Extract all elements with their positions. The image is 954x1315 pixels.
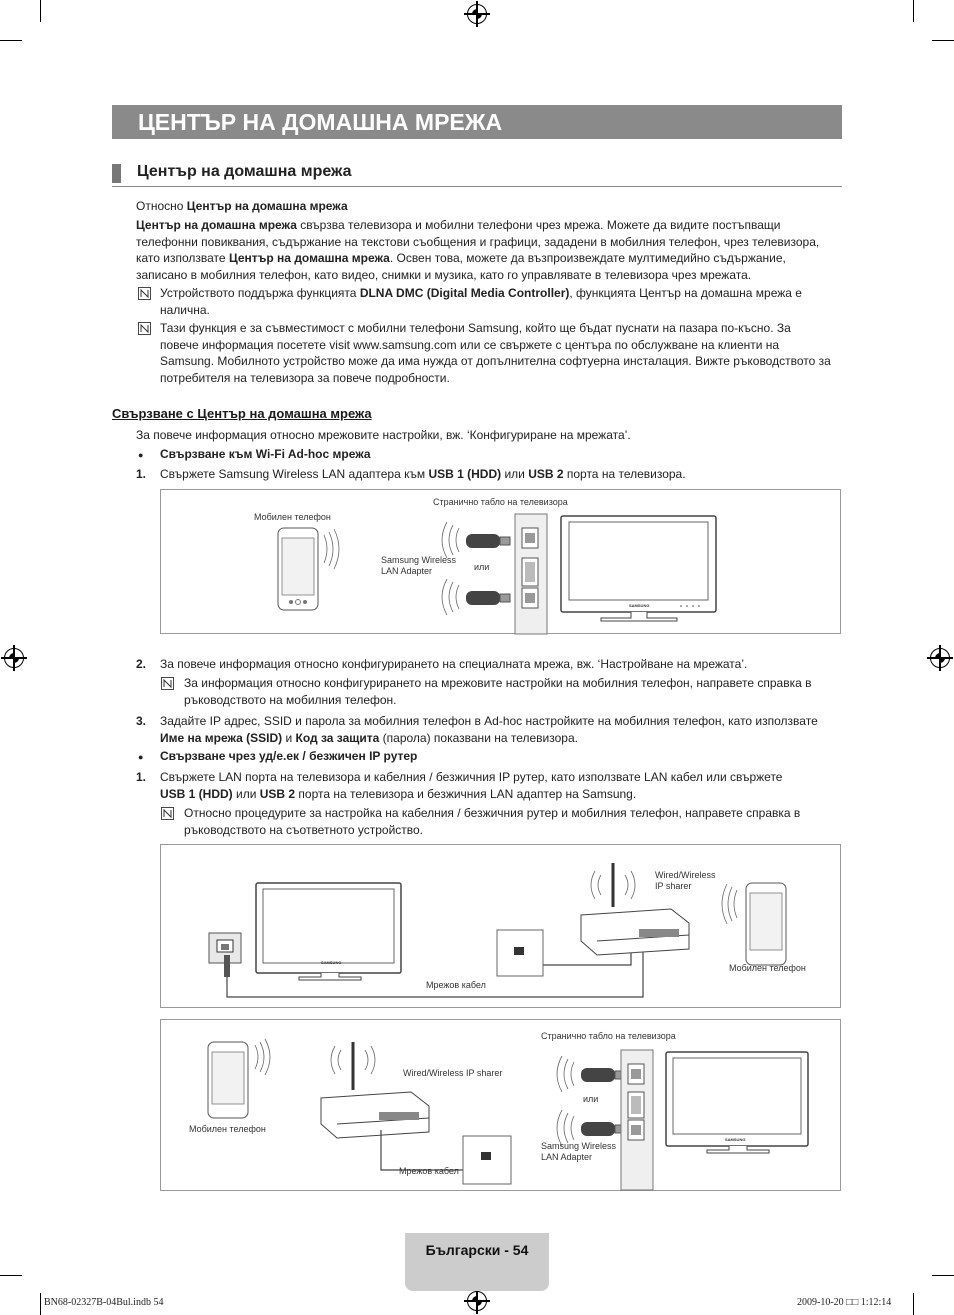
step1-usb2: USB 2 <box>528 467 564 481</box>
page-title: ЦЕНТЪР НА ДОМАШНА МРЕЖА <box>112 105 842 139</box>
adapter-line1: Samsung Wireless <box>381 555 457 565</box>
label-network-cable: Мрежов кабел <box>426 980 486 990</box>
registration-mark-icon <box>4 648 24 668</box>
step-number: 1. <box>136 467 147 481</box>
note1-line2: налична. <box>160 302 210 317</box>
step-number: 2. <box>136 657 147 671</box>
note1-a: Устройството поддържа функцията <box>160 286 360 300</box>
registration-mark-icon <box>930 648 950 668</box>
diagram-router-wireless-art <box>161 1020 842 1192</box>
tv-brand-logo: SAMSUNG <box>725 1137 746 1142</box>
section-bar <box>112 164 121 183</box>
step-number: 1. <box>136 770 147 784</box>
step3-key: Код за защита <box>295 730 380 745</box>
p1-line3a: като използвате <box>136 251 229 266</box>
note2-line1: Тази функция е за съвместимост с мобилни телефони Samsung, който ще бъдат пуснати на пазара по-късно. За <box>160 321 791 335</box>
sharer-line2: IP sharer <box>655 881 692 891</box>
note1-b: , функцията Център на домашна мрежа е <box>569 286 802 300</box>
label-ip-sharer: Wired/Wireless IP sharer <box>403 1068 503 1078</box>
step2-text: За повече информация относно конфигурирането на специалната мрежа, вж. ‘Настройване на мрежата’. <box>160 657 748 671</box>
step3-rest: (парола) показвани на телевизора. <box>379 730 578 745</box>
note-icon <box>161 677 174 690</box>
step3-line1: Задайте IP адрес, SSID и парола за мобилния телефон в Ad-hoc настройките на мобилния телефон, като използвате <box>160 714 818 728</box>
r-or: или <box>232 786 260 801</box>
step3-ssid: Име на мрежа (SSID) <box>160 730 283 745</box>
step2-note <box>184 675 854 708</box>
note-dlna <box>160 285 850 318</box>
note-icon <box>161 807 174 820</box>
about-line <box>136 198 348 215</box>
r-usb2: USB 2 <box>259 786 296 801</box>
bullet-adhoc: ● Свързване към Wi-Fi Ad-hoc мрежа <box>160 446 371 463</box>
step1-b: порта на телевизора. <box>563 467 686 481</box>
step1-a: Свържете Samsung Wireless LAN адаптера към <box>160 467 429 481</box>
r-step1-line2: порта на телевизора и безжичния LAN адаптер на Samsung. <box>295 786 637 801</box>
label-network-cable: Мрежов кабел <box>399 1166 459 1176</box>
note-icon <box>138 322 151 335</box>
registration-mark-icon <box>467 4 487 24</box>
label-mobile-phone: Мобилен телефон <box>254 512 331 522</box>
r-note-line2: ръководството на съответното устройство. <box>184 822 424 837</box>
step2-note-line1: За информация относно конфигурирането на мрежовите настройки на мобилния телефон, направете справка в <box>184 676 812 690</box>
sharer-line1: Wired/Wireless <box>655 870 716 880</box>
step1-or: или <box>501 467 529 481</box>
note2-line4: потребителя на телевизора за повече подробности. <box>160 370 450 385</box>
footer-date: 2009-10-20 □□ 1:12:14 <box>797 1297 892 1308</box>
label-or: или <box>583 1094 599 1104</box>
adapter-line1: Samsung Wireless <box>541 1141 617 1151</box>
step2-adhoc <box>136 656 846 673</box>
step1-adhoc <box>136 466 846 483</box>
connect-lead: За повече информация относно мрежовите настройки, вж. ‘Конфигуриране на мрежата’. <box>136 428 631 442</box>
r-step1-line1: Свържете LAN порта на телевизора и кабелния / безжичния IP рутер, като използвате LAN кабел или свържете <box>160 770 783 784</box>
adapter-line2: LAN Adapter <box>541 1152 593 1162</box>
note-compat <box>160 320 850 386</box>
crop-mark <box>932 40 954 41</box>
about-prefix: Относно <box>136 199 187 213</box>
adapter-line2: LAN Adapter <box>381 566 433 576</box>
page-number: Български - 54 <box>425 1242 529 1258</box>
label-ip-sharer <box>655 870 716 892</box>
about-bold: Център на домашна мрежа <box>186 199 348 213</box>
crop-mark <box>913 0 914 22</box>
registration-mark-icon <box>467 1291 487 1311</box>
label-or: или <box>474 562 490 572</box>
note2-line2: повече информация посетете visit www.samsung.com или се свържете с центъра по обслужване на клиенти на <box>160 337 780 352</box>
footer-file: BN68-02327B-04Bul.indb 54 <box>44 1297 164 1308</box>
p1-line1: свързва телевизора и мобилни телефони чрез мрежа. Можете да видите постъпващи <box>296 218 781 232</box>
diagram-adhoc <box>160 489 841 634</box>
note2-line3: Samsung. Мобилното устройство може да има нужда от допълнителна софтуерна инсталация. Вижте ръководството за <box>160 354 831 369</box>
label-tv-side-panel: Странично табло на телевизора <box>433 497 568 507</box>
p1-bold: Център на домашна мрежа <box>136 218 297 232</box>
intro-paragraph <box>136 217 846 283</box>
note-icon <box>138 287 151 300</box>
label-adapter <box>541 1141 616 1163</box>
tv-brand-logo: SAMSUNG <box>321 960 342 965</box>
bullet-router: ● Свързване чрез уд/е.ек / безжичен IP рутер <box>160 748 417 765</box>
router-note <box>184 805 854 838</box>
step3-and: и <box>282 730 296 745</box>
crop-mark <box>0 1275 22 1276</box>
crop-mark <box>913 1293 914 1315</box>
crop-mark <box>40 0 41 22</box>
p1-line2: телефонни повиквания, съдържание на текстови съобщения и графици, зададени в мобилния телефон, чрез телевизора, <box>136 234 820 249</box>
step-number: 3. <box>136 714 147 728</box>
crop-mark <box>0 40 22 41</box>
p1-line4: записано в мобилния телефон, като видео, снимки и музика, като го управлявате в телевизора чрез мрежата. <box>136 267 752 282</box>
step3-adhoc <box>136 713 856 746</box>
tv-brand-logo: SAMSUNG <box>629 603 650 608</box>
diagram-router-wireless <box>160 1019 841 1191</box>
crop-mark <box>40 1293 41 1315</box>
label-tv-side-panel: Странично табло на телевизора <box>541 1031 676 1041</box>
r-usb1: USB 1 (HDD) <box>160 786 233 801</box>
r-note-line1: Относно процедурите за настройка на кабелния / безжичния рутер и мобилния телефон, направете справка в <box>184 806 801 820</box>
note1-bold: DLNA DMC (Digital Media Controller) <box>359 286 570 300</box>
crop-mark <box>932 1275 954 1276</box>
label-mobile-phone: Мобилен телефон <box>729 963 806 973</box>
step1-router <box>136 769 856 802</box>
diagram-router-lan-art <box>161 845 842 1009</box>
diagram-router-lan <box>160 844 841 1008</box>
step2-note-line2: ръководството на мобилния телефон. <box>184 692 397 707</box>
section-title <box>112 162 842 187</box>
page-number-tab <box>405 1233 549 1291</box>
subsection-heading: Свързване с Център на домашна мрежа <box>112 406 372 421</box>
step1-usb1: USB 1 (HDD) <box>428 467 502 481</box>
label-adapter <box>381 555 456 577</box>
label-mobile-phone: Мобилен телефон <box>189 1124 266 1134</box>
p1-line3b: . Освен това, можете да възпроизвеждате мултимедийно съдържание, <box>389 251 786 266</box>
section-title-text: Център на домашна мрежа <box>137 163 352 180</box>
p1-line3-bold: Център на домашна мрежа <box>228 251 390 266</box>
